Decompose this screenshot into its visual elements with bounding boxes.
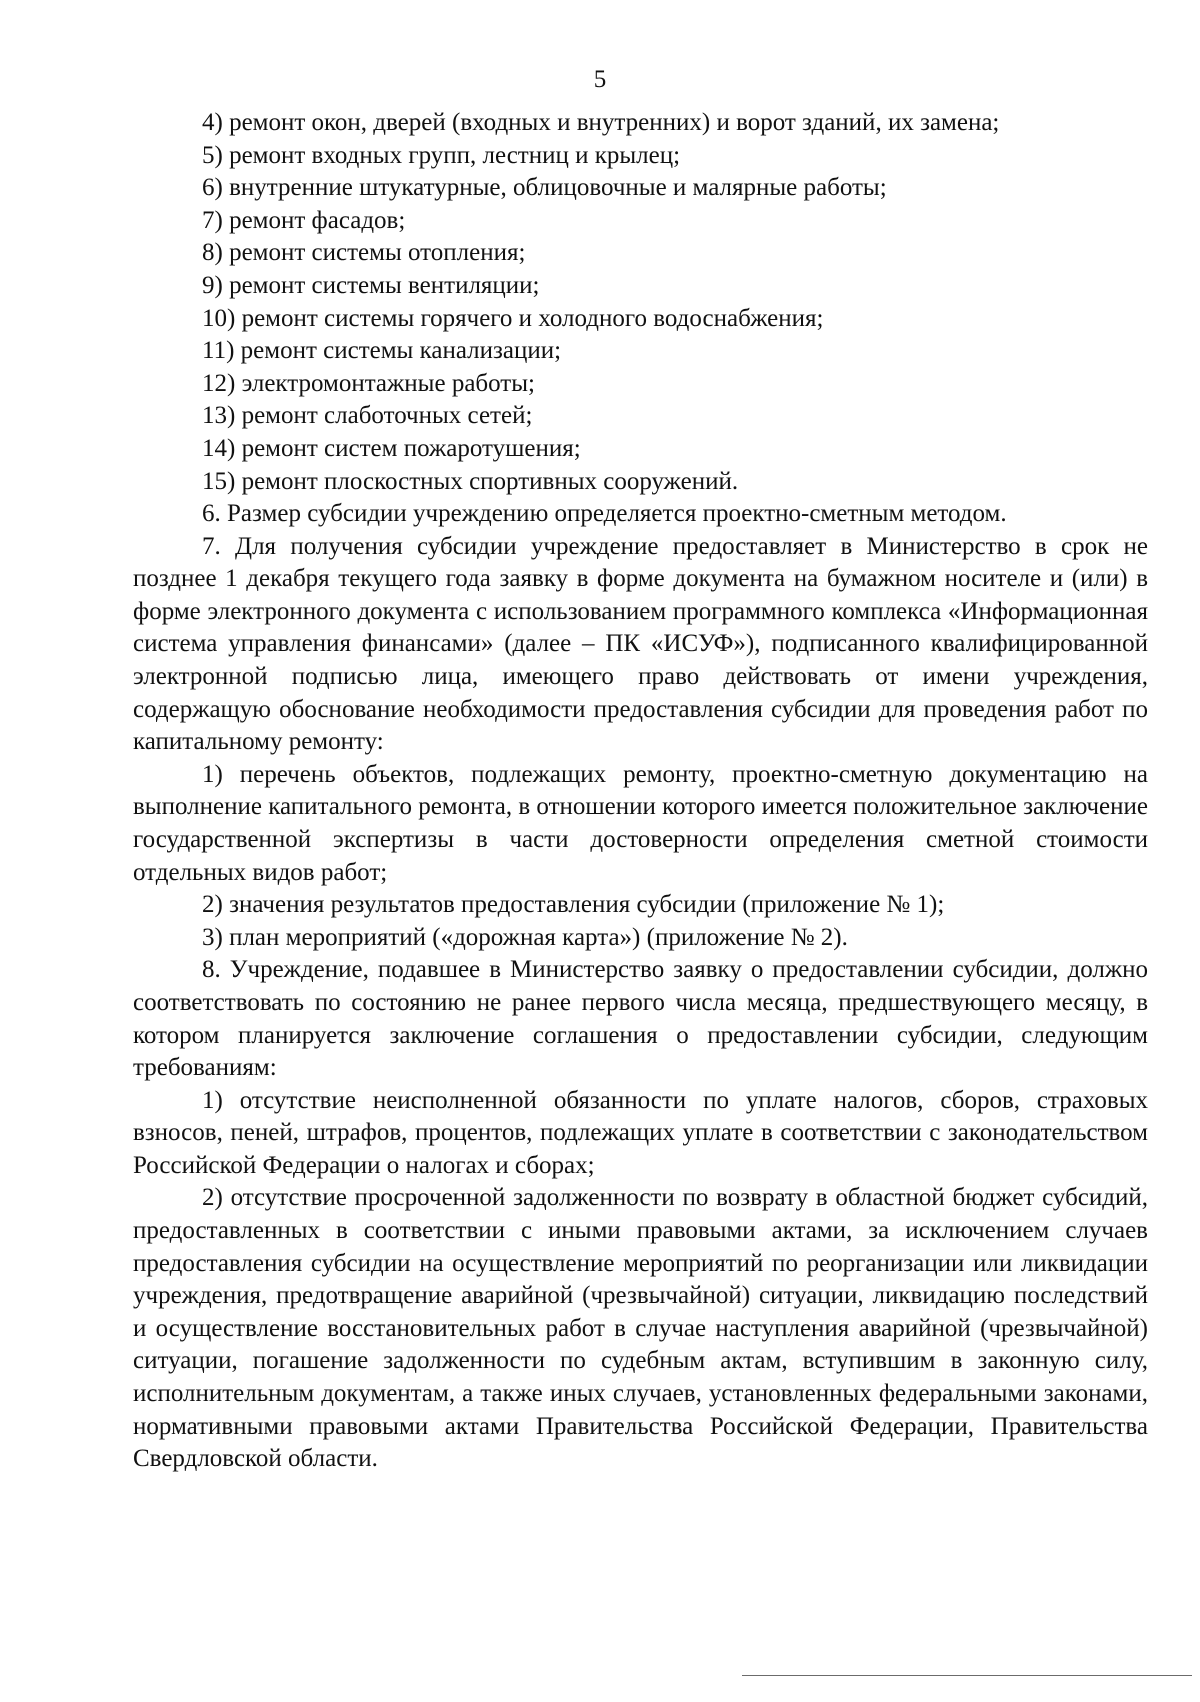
subitem-8-2: 2) отсутствие просроченной задолженности по возврату в областной бюджет субсидий, предоставленных в соответствии с иными правовыми актами, за исключением случаев предоставления субсидии на осуществление мероприятий по реорганизации или ликвидации учреждения, предотвращение аварийной (чрезвычайной) ситуации, ликвидацию последствий и осуществление восстановительных работ в случае наступления аварийной (чрезвычайной) ситуации, погашение задолженности по судебным актам, вступившим в законную силу, исполнительным документам, а также иных случаев, установленных федеральными законами, нормативными правовыми актами Правительства Российской Федерации, Правительства Свердловской области.	[133, 1184, 1148, 1473]
subitem-8-1: 1) отсутствие неисполненной обязанности по уплате налогов, сборов, страховых взносов, пеней, штрафов, процентов, подлежащих уплате в соответствии с законодательством Российской Федерации о налогах и сборах;	[133, 1086, 1148, 1179]
list-item: 7) ремонт фасадов;	[202, 206, 406, 234]
list-item: 5) ремонт входных групп, лестниц и крылец;	[202, 141, 681, 169]
paragraph-8: 8. Учреждение, подавшее в Министерство заявку о предоставлении субсидии, должно соответствовать по состоянию не ранее первого числа месяца, предшествующего месяцу, в котором планируется заключение соглашения о предоставлении субсидии, следующим требованиям:	[133, 956, 1148, 1082]
list-item: 12) электромонтажные работы;	[202, 369, 535, 397]
list-item: 9) ремонт системы вентиляции;	[202, 271, 540, 299]
subitem-7-1: 1) перечень объектов, подлежащих ремонту, проектно-сметную документацию на выполнение капитального ремонта, в отношении которого имеется положительное заключение государственной экспертизы в части достоверности определения сметной стоимости отдельных видов работ;	[133, 760, 1148, 886]
work-types-list	[202, 107, 1132, 498]
list-item: 11) ремонт системы канализации;	[202, 337, 562, 365]
list-item: 14) ремонт систем пожаротушения;	[202, 434, 581, 462]
list-item: 15) ремонт плоскостных спортивных сооружений.	[202, 467, 739, 495]
list-item: 8) ремонт системы отопления;	[202, 239, 526, 267]
subitem-7-3: 3) план мероприятий («дорожная карта») (приложение № 2).	[202, 923, 848, 951]
list-item: 6) внутренние штукатурные, облицовочные и малярные работы;	[202, 174, 887, 202]
paragraph-6: 6. Размер субсидии учреждению определяется проектно-сметным методом.	[202, 500, 1007, 527]
page-number: 5	[593, 66, 607, 93]
document-body	[133, 498, 1148, 1476]
list-item: 13) ремонт слаботочных сетей;	[202, 402, 533, 430]
bottom-divider	[742, 1675, 1192, 1676]
list-item: 4) ремонт окон, дверей (входных и внутренних) и ворот зданий, их замена;	[202, 109, 1000, 136]
subitem-7-2: 2) значения результатов предоставления субсидии (приложение № 1);	[202, 891, 945, 919]
list-item: 10) ремонт системы горячего и холодного водоснабжения;	[202, 304, 824, 332]
paragraph-7: 7. Для получения субсидии учреждение предоставляет в Министерство в срок не позднее 1 декабря текущего года заявку в форме документа на бумажном носителе и (или) в форме электронного документа с использованием программного комплекса «Информационная система управления финансами» (далее – ПК «ИСУФ»), подписанного квалифицированной электронной подписью лица, имеющего право действовать от имени учреждения, содержащую обоснование необходимости предоставления субсидии для проведения работ по капитальному ремонту:	[133, 532, 1148, 756]
